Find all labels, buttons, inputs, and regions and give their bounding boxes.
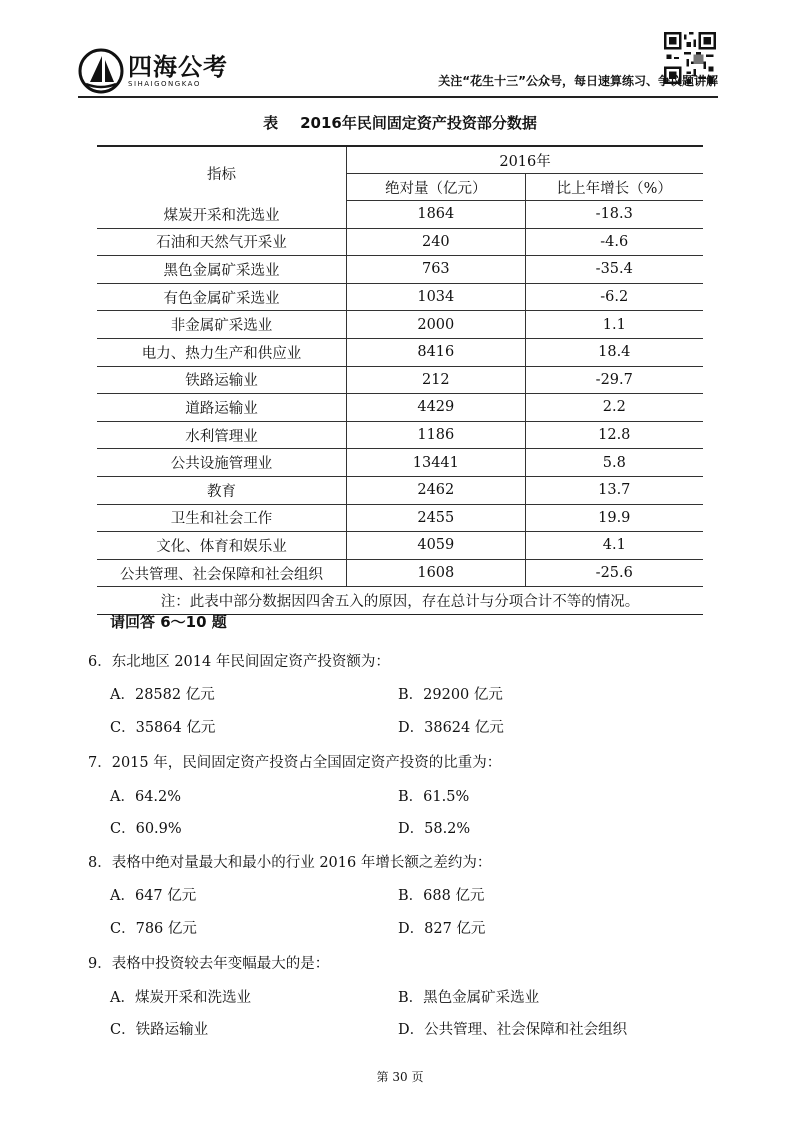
sailboat-logo-icon [78, 48, 124, 94]
option-d: D．827 亿元 [398, 921, 486, 937]
header-divider [78, 96, 718, 98]
row-indicator: 卫生和社会工作 [97, 504, 347, 532]
table-row [97, 256, 703, 284]
row-growth: 4.1 [525, 532, 703, 560]
row-absolute: 13441 [347, 449, 525, 477]
question-stem: 7．2015 年，民间固定资产投资占全国固定资产投资的比重为： [88, 755, 502, 771]
row-absolute: 2000 [347, 311, 525, 339]
row-indicator: 道路运输业 [97, 394, 347, 422]
row-absolute: 1186 [347, 421, 525, 449]
row-absolute: 8416 [347, 338, 525, 366]
logo [78, 46, 228, 96]
option-d: D．公共管理、社会保障和社会组织 [398, 1022, 628, 1038]
option-a: A．647 亿元 [110, 888, 197, 904]
row-indicator: 教育 [97, 476, 347, 504]
table-header-row [97, 146, 703, 174]
year-column-header: 2016年 [499, 153, 551, 170]
table-row [97, 449, 703, 477]
row-absolute: 240 [347, 228, 525, 256]
row-absolute: 212 [347, 366, 525, 394]
option-c: C．35864 亿元 [110, 720, 216, 736]
option-b: B．688 亿元 [398, 888, 485, 904]
table-row [97, 421, 703, 449]
row-growth: -6.2 [525, 283, 703, 311]
row-growth: 18.4 [525, 338, 703, 366]
row-absolute: 1034 [347, 283, 525, 311]
row-absolute: 4059 [347, 532, 525, 560]
investment-data-table [97, 145, 703, 615]
option-a: A．64.2% [110, 789, 182, 805]
table-title [0, 112, 800, 133]
row-growth: 13.7 [525, 476, 703, 504]
table-row [97, 366, 703, 394]
row-indicator: 石油和天然气开采业 [97, 228, 347, 256]
row-indicator: 公共设施管理业 [97, 449, 347, 477]
option-b: B．29200 亿元 [398, 687, 503, 703]
row-absolute: 1864 [347, 201, 525, 229]
absolute-column-header: 绝对量（亿元） [347, 174, 525, 201]
row-absolute: 2462 [347, 476, 525, 504]
table-note: 注：此表中部分数据因四舍五入的原因，存在总计与分项合计不等的情况。 [160, 594, 640, 611]
option-d: D．38624 亿元 [398, 720, 504, 736]
row-absolute: 763 [347, 256, 525, 284]
row-growth: -4.6 [525, 228, 703, 256]
page-number: 第 30 页 [376, 1070, 424, 1084]
table-row [97, 283, 703, 311]
header-promo-note: 关注“花生十三”公众号，每日速算练习、争议题讲解 [438, 74, 718, 88]
option-b: B．黑色金属矿采选业 [398, 990, 540, 1006]
answer-prompt: 请回答 6～10 题 [110, 613, 227, 631]
page-header [0, 0, 800, 100]
logo-english-text: SIHAIGONGKAO [128, 79, 201, 88]
row-growth: 1.1 [525, 311, 703, 339]
row-growth: -18.3 [525, 201, 703, 229]
table-row [97, 228, 703, 256]
option-a: A．28582 亿元 [110, 687, 215, 703]
table-row [97, 201, 703, 229]
row-indicator: 公共管理、社会保障和社会组织 [97, 559, 347, 587]
growth-column-header: 比上年增长（%） [525, 174, 703, 201]
table-row [97, 394, 703, 422]
table-row [97, 338, 703, 366]
row-absolute: 1608 [347, 559, 525, 587]
row-absolute: 2455 [347, 504, 525, 532]
row-indicator: 铁路运输业 [97, 366, 347, 394]
question-stem: 9．表格中投资较去年变幅最大的是： [88, 956, 330, 972]
table-title-text: 2016年民间固定资产投资部分数据 [300, 114, 537, 132]
option-c: C．60.9% [110, 821, 182, 837]
row-absolute: 4429 [347, 394, 525, 422]
question-stem: 6．东北地区 2014 年民间固定资产投资额为： [88, 654, 390, 670]
option-c: C．铁路运输业 [110, 1022, 209, 1038]
option-c: C．786 亿元 [110, 921, 197, 937]
row-indicator: 黑色金属矿采选业 [97, 256, 347, 284]
row-growth: 5.8 [525, 449, 703, 477]
row-indicator: 有色金属矿采选业 [97, 283, 347, 311]
question-stem: 8．表格中绝对量最大和最小的行业 2016 年增长额之差约为： [88, 855, 492, 871]
table-title-prefix: 表 [263, 114, 279, 132]
row-indicator: 水利管理业 [97, 421, 347, 449]
row-growth: 19.9 [525, 504, 703, 532]
option-a: A．煤炭开采和洗选业 [110, 990, 251, 1006]
table-row [97, 532, 703, 560]
row-growth: 12.8 [525, 421, 703, 449]
indicator-column-header: 指标 [97, 146, 347, 201]
table-row [97, 559, 703, 587]
option-d: D．58.2% [398, 821, 471, 837]
table-row [97, 504, 703, 532]
row-growth: 2.2 [525, 394, 703, 422]
row-indicator: 煤炭开采和洗选业 [97, 201, 347, 229]
row-growth: -29.7 [525, 366, 703, 394]
logo-chinese-text: 四海公考 [128, 52, 228, 81]
table-row [97, 476, 703, 504]
row-indicator: 电力、热力生产和供应业 [97, 338, 347, 366]
option-b: B．61.5% [398, 789, 470, 805]
row-indicator: 文化、体育和娱乐业 [97, 532, 347, 560]
row-growth: -35.4 [525, 256, 703, 284]
row-indicator: 非金属矿采选业 [97, 311, 347, 339]
table-row [97, 311, 703, 339]
row-growth: -25.6 [525, 559, 703, 587]
